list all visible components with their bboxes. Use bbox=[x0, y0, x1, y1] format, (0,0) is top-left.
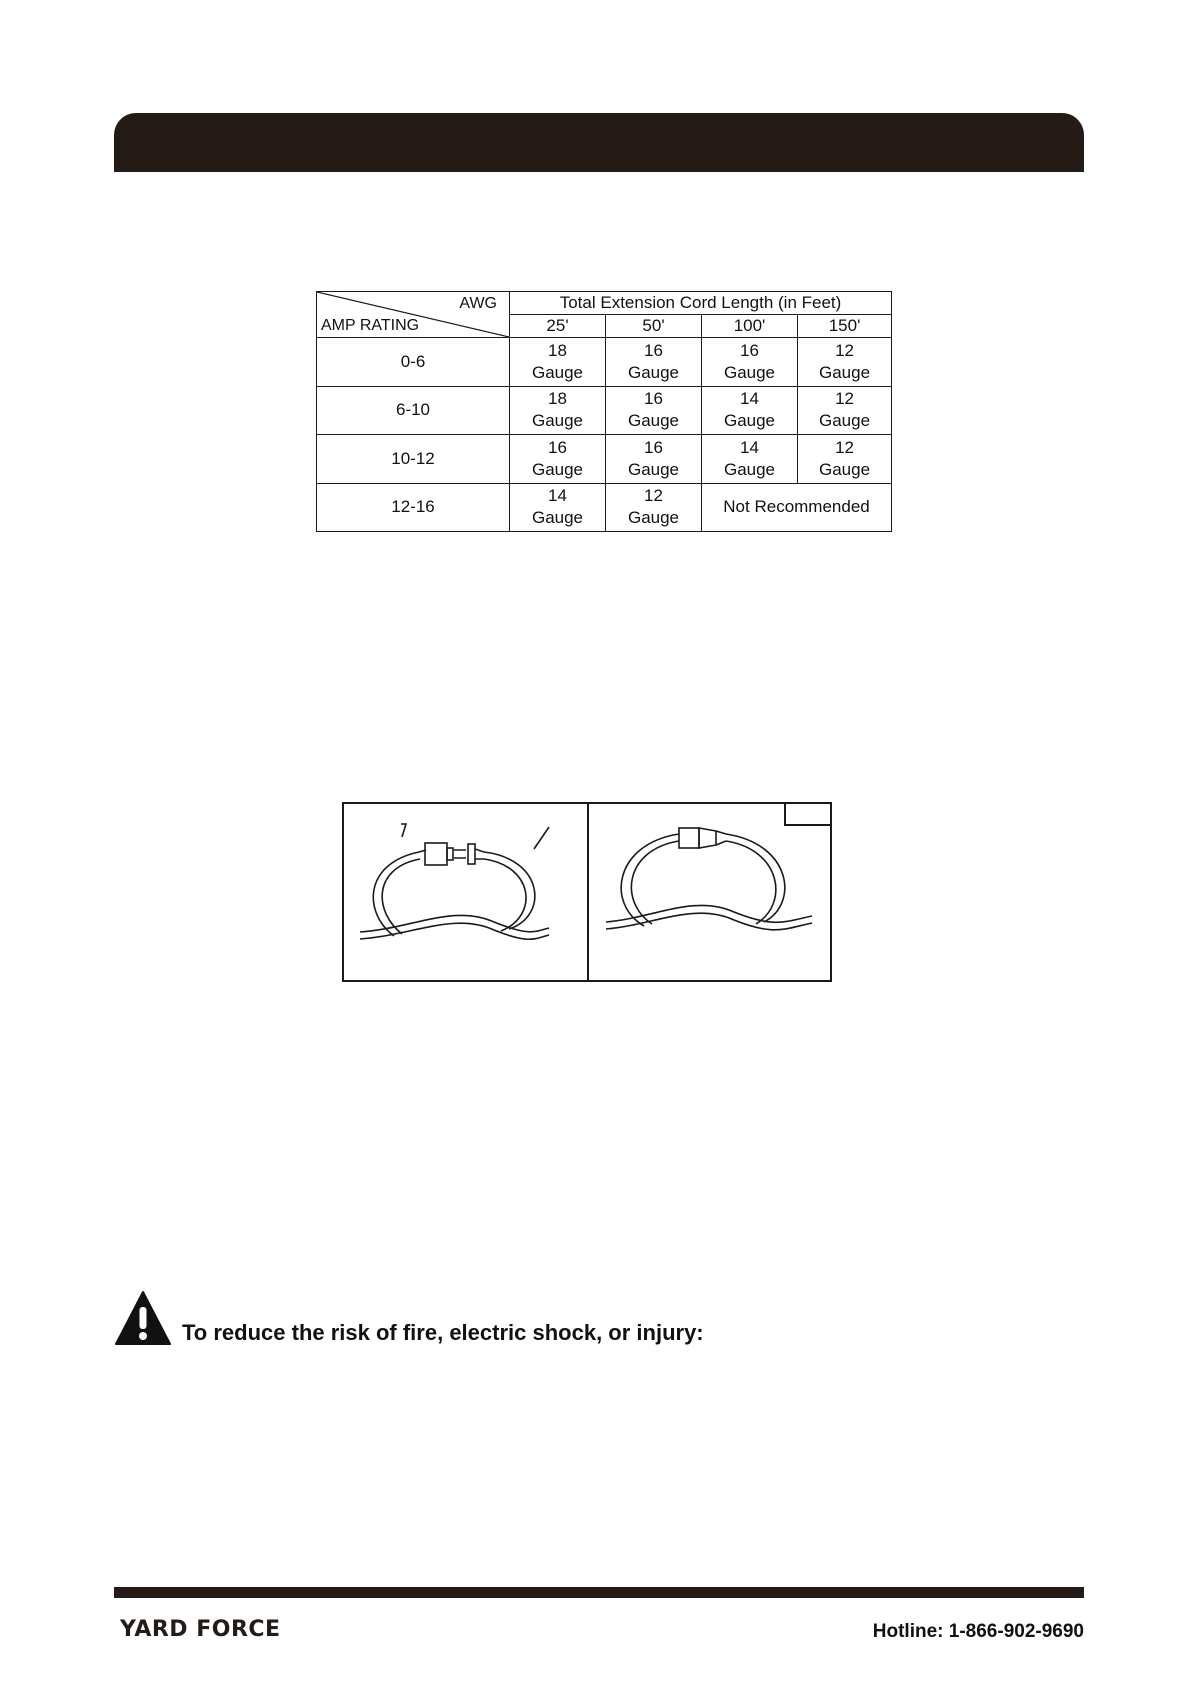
figure-label-box bbox=[784, 804, 830, 826]
length-header: Total Extension Cord Length (in Feet) bbox=[510, 292, 892, 315]
gauge-cell: 16 Gauge bbox=[606, 435, 702, 484]
amp-rating-cell: 10-12 bbox=[317, 435, 510, 484]
gauge-cell: 16 Gauge bbox=[702, 338, 798, 387]
cord-knot-illustration bbox=[342, 802, 832, 982]
warning-text: To reduce the risk of fire, electric shock, or injury: bbox=[182, 1320, 704, 1345]
warning-notice bbox=[114, 1290, 814, 1346]
amp-rating-cell: 0-6 bbox=[317, 338, 510, 387]
awg-label: AWG bbox=[459, 295, 497, 312]
length-25: 25' bbox=[510, 315, 606, 338]
gauge-table bbox=[316, 291, 892, 532]
table-row bbox=[317, 386, 892, 435]
amp-rating-cell: 6-10 bbox=[317, 386, 510, 435]
gauge-cell: 16 Gauge bbox=[606, 386, 702, 435]
table-row bbox=[317, 435, 892, 484]
hotline: Hotline: 1-866-902-9690 bbox=[872, 1621, 1084, 1642]
footer-bar bbox=[114, 1587, 1084, 1598]
extension-cord-table bbox=[316, 291, 891, 532]
amp-rating-cell: 12-16 bbox=[317, 483, 510, 532]
length-100: 100' bbox=[702, 315, 798, 338]
amp-rating-label: AMP RATING bbox=[321, 317, 420, 334]
panel-divider bbox=[587, 804, 589, 980]
not-recommended-cell: Not Recommended bbox=[702, 483, 892, 532]
gauge-cell: 14 Gauge bbox=[702, 435, 798, 484]
gauge-cell: 12 Gauge bbox=[798, 435, 892, 484]
warning-triangle-icon bbox=[114, 1290, 172, 1346]
gauge-cell: 18 Gauge bbox=[510, 338, 606, 387]
corner-header-cell bbox=[317, 292, 510, 338]
gauge-cell: 12 Gauge bbox=[798, 386, 892, 435]
gauge-cell: 16 Gauge bbox=[510, 435, 606, 484]
yard-force-logo: YARD FORCE bbox=[120, 1617, 281, 1642]
gauge-cell: 18 Gauge bbox=[510, 386, 606, 435]
gauge-cell: 16 Gauge bbox=[606, 338, 702, 387]
gauge-cell: 12 Gauge bbox=[606, 483, 702, 532]
length-50: 50' bbox=[606, 315, 702, 338]
table-row bbox=[317, 483, 892, 532]
gauge-cell: 12 Gauge bbox=[798, 338, 892, 387]
header-bar bbox=[114, 113, 1084, 172]
gauge-cell: 14 Gauge bbox=[510, 483, 606, 532]
table-row bbox=[317, 338, 892, 387]
length-150: 150' bbox=[798, 315, 892, 338]
cord-knot-drawing bbox=[344, 804, 834, 984]
gauge-cell: 14 Gauge bbox=[702, 386, 798, 435]
